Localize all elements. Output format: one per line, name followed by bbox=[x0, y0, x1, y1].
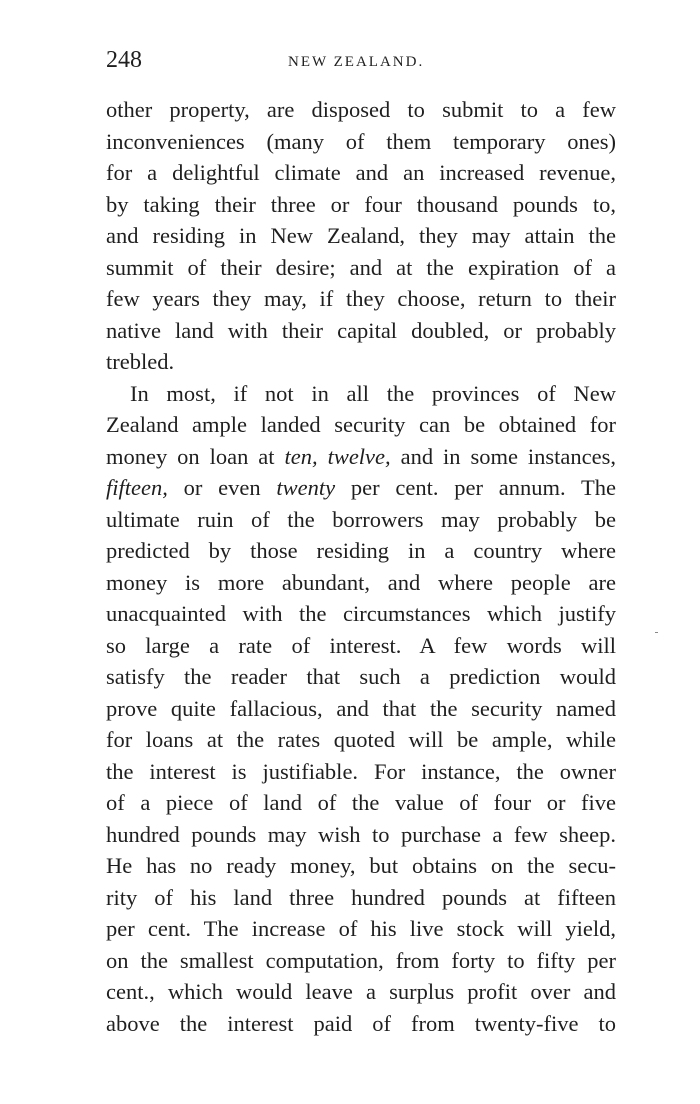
text-line: Zealand ample landed security can be obtained for bbox=[106, 412, 616, 437]
text-line: so large a rate of interest. A few words will bbox=[106, 632, 616, 658]
text-line-with-italics: money on loan at ten, twelve, and in some instances, bbox=[106, 443, 617, 469]
running-head: NEW ZEALAND. bbox=[288, 54, 425, 70]
text-line: per cent. The increase of his live stock will yield, bbox=[106, 916, 616, 941]
text-line: prove quite fallacious, and that the security named bbox=[106, 695, 616, 721]
text-line-paragraph-end: trebled. bbox=[106, 349, 175, 374]
body-text bbox=[106, 94, 616, 1039]
text-line: for a delightful climate and an increased revenue, bbox=[106, 160, 616, 185]
text-line: ultimate ruin of the borrowers may probably be bbox=[106, 506, 616, 532]
text-line: other property, are disposed to submit to a few bbox=[106, 97, 616, 122]
text-line: and residing in New Zealand, they may attain the bbox=[106, 223, 616, 248]
text-line: predicted by those residing in a country where bbox=[106, 538, 616, 563]
text-line: cent., which would leave a surplus profit over and bbox=[106, 979, 616, 1004]
text-line: inconveniences (many of them temporary ones) bbox=[106, 128, 616, 154]
text-line: native land with their capital doubled, or probably bbox=[106, 317, 616, 343]
page-header bbox=[106, 42, 616, 78]
text-line: for loans at the rates quoted will be ample, while bbox=[106, 727, 616, 752]
text-line: above the interest paid of from twenty-five to bbox=[106, 1010, 616, 1036]
text-line: summit of their desire; and at the expiration of a bbox=[106, 254, 616, 280]
text-line: few years they may, if they choose, return to their bbox=[106, 286, 616, 311]
text-line: rity of his land three hundred pounds at fifteen bbox=[106, 884, 616, 910]
text-line: by taking their three or four thousand pounds to, bbox=[106, 191, 616, 217]
italic-ten: ten, bbox=[284, 443, 318, 469]
page-number: 248 bbox=[106, 47, 142, 73]
text-line-with-italics: fifteen, or even twenty per cent. per annum. The bbox=[106, 475, 617, 500]
text-line: satisfy the reader that such a prediction would bbox=[106, 664, 616, 689]
text-line: hundred pounds may wish to purchase a few sheep. bbox=[106, 821, 616, 847]
text-line: on the smallest computation, from forty to fifty per bbox=[106, 947, 616, 973]
text-line: unacquainted with the circumstances which justify bbox=[106, 601, 616, 626]
text-line: the interest is justifiable. For instance, the owner bbox=[106, 758, 616, 784]
text-line: money is more abundant, and where people are bbox=[106, 569, 616, 595]
text-line: of a piece of land of the value of four or five bbox=[106, 790, 616, 815]
italic-twenty: twenty bbox=[276, 475, 336, 500]
italic-fifteen: fifteen, bbox=[106, 475, 168, 500]
italic-twelve: twelve, bbox=[327, 443, 391, 469]
text-line-paragraph-start: In most, if not in all the provinces of New bbox=[130, 380, 616, 406]
text-line: He has no ready money, but obtains on the secu- bbox=[106, 853, 616, 878]
margin-mark bbox=[655, 632, 658, 633]
